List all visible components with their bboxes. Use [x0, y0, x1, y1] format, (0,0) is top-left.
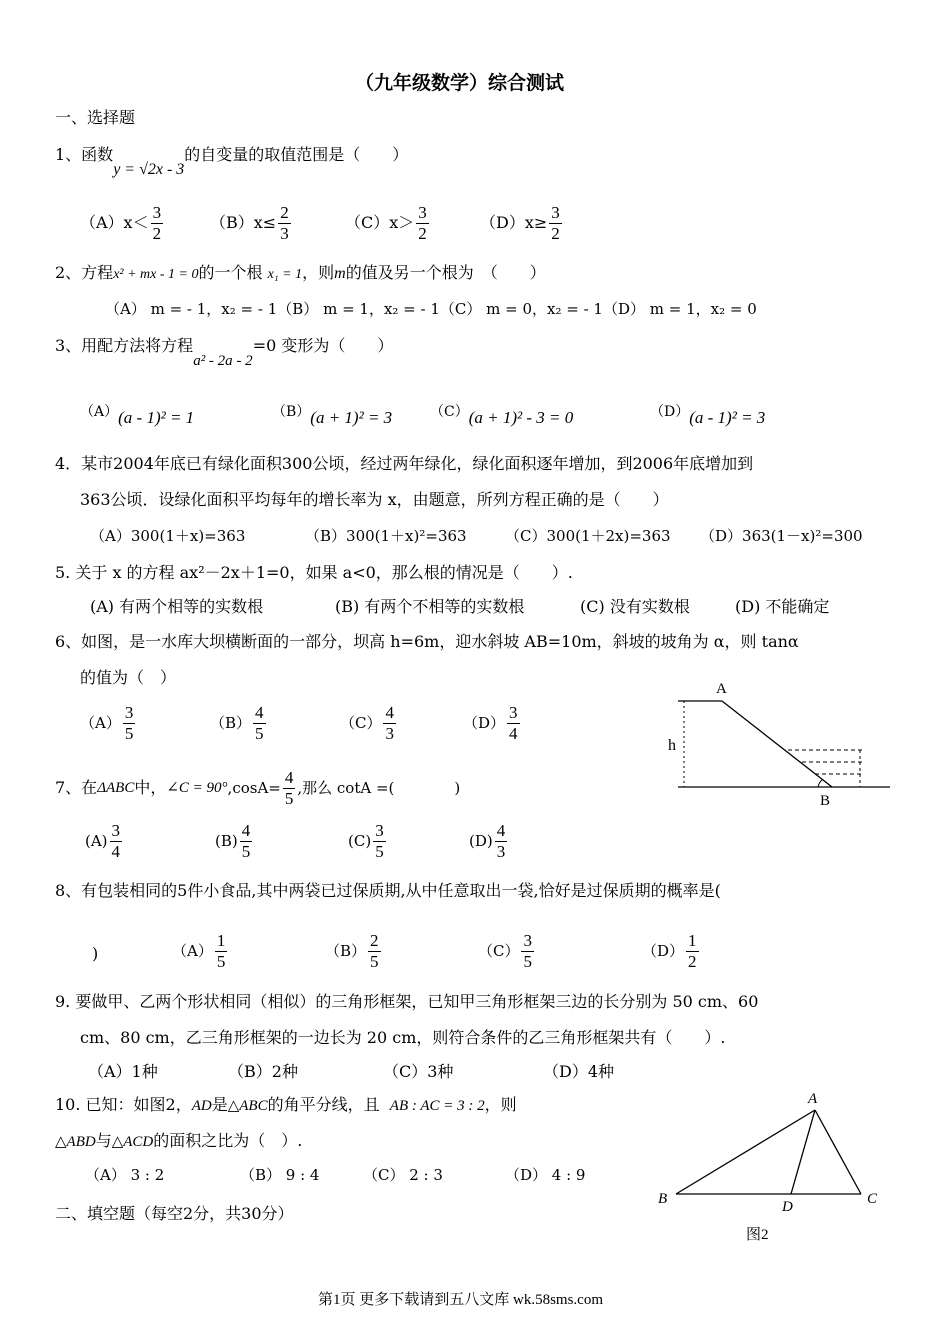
option-label: （C）x＞ [345, 213, 415, 233]
question-2 [55, 265, 546, 282]
q10-option-b[interactable]: （B） 9 : 4 [240, 1166, 320, 1184]
q10-mid: 是 [211, 1095, 228, 1114]
numerator: 3 [152, 203, 162, 222]
q2-prefix: 2、方程 [55, 263, 114, 282]
q7-option-c[interactable] [348, 822, 388, 861]
option-label: （B） [272, 404, 311, 420]
figure-caption: 图2 [746, 1227, 769, 1243]
denominator: 3 [496, 841, 506, 861]
fraction [368, 932, 381, 971]
option-label: （C） [430, 404, 469, 420]
section-heading-choice: 一、选择题 [55, 108, 136, 127]
denominator: 5 [375, 841, 384, 861]
option-expr: (a + 1)² - 3 = 0 [468, 408, 574, 427]
option-label: （A） [80, 404, 119, 420]
option-label: （B） [325, 941, 367, 960]
q2-root: x₁ = 1 [267, 267, 303, 282]
q9-option-a[interactable]: （A）1种 [88, 1062, 158, 1081]
numerator: 3 [418, 203, 427, 222]
q7-suffix: ,那么 cotA =( ) [297, 778, 461, 797]
vertex-b-label: B [658, 1191, 668, 1207]
q8-close-paren: ) [92, 944, 99, 963]
option-label: （D） [642, 941, 685, 960]
numerator: 3 [509, 703, 518, 722]
page-footer: 第1页 更多下载请到五八文库 wk.58sms.com [318, 1292, 604, 1308]
option-label: （D） [463, 713, 506, 732]
fraction [495, 822, 508, 861]
q10-abc: △ABC [227, 1098, 268, 1114]
option-label: （C） [340, 713, 382, 732]
fraction [151, 204, 164, 243]
q10-tri-abd: △ABD [55, 1134, 96, 1150]
q4-option-a[interactable]: （A）300(1＋x)=363 [90, 527, 246, 545]
numerator: 3 [551, 203, 560, 222]
numerator: 3 [375, 821, 384, 840]
option-expr: (a + 1)² = 3 [310, 408, 393, 427]
numerator: 3 [124, 703, 134, 722]
option-label: （C） [478, 941, 520, 960]
q10-mid2: 的角平分线，且 [267, 1095, 380, 1114]
q2-option-d[interactable]: （D） m = 1，x₂ = 0 [602, 300, 757, 318]
q1-prefix: 1、函数 [55, 145, 114, 164]
q4-option-d[interactable]: （D）363(1－x)²=300 [700, 527, 863, 545]
q5-line1: 5. 关于 x 的方程 ax²－2x＋1=0，如果 a<0，那么根的情况是（ ）. [55, 563, 573, 582]
option-label: (B) [215, 831, 238, 850]
numerator: 4 [241, 821, 251, 840]
q2-mid: 的一个根 [198, 263, 263, 282]
q10-option-a[interactable]: （A） 3 : 2 [85, 1166, 165, 1184]
q5-option-a[interactable]: (A) 有两个相等的实数根 [90, 597, 264, 616]
denominator: 2 [418, 223, 427, 243]
option-label: （A）x＜ [80, 213, 149, 233]
q7-angle: ∠C = 90° [166, 779, 228, 796]
q10-and: 与 [95, 1131, 112, 1150]
q4-line1: 4．某市2004年底已有绿化面积300公顷，经过两年绿化，绿化面积逐年增加，到2006年底增加到 [55, 454, 754, 473]
fraction [278, 204, 291, 243]
q1-suffix: 的自变量的取值范围是（ ） [184, 145, 409, 164]
fraction [521, 932, 534, 971]
q7-option-d[interactable] [469, 822, 509, 861]
q10-ratio: AB : AC = 3 : 2 [389, 1098, 485, 1114]
numerator: 3 [111, 821, 121, 840]
q2-mid2: ，则 [302, 263, 335, 282]
q10-ad: AD [191, 1098, 212, 1114]
slope-angle-arc [818, 779, 823, 787]
option-label: （D） [650, 404, 690, 420]
numerator: 4 [255, 703, 264, 722]
numerator: 2 [370, 931, 379, 950]
option-label: (C) [348, 831, 372, 850]
q2-suffix: 的值及另一个根为 （ ） [345, 263, 546, 282]
question-7 [55, 766, 460, 810]
q6-option-c[interactable] [340, 704, 398, 743]
vertex-c-label: C [867, 1191, 878, 1207]
fraction [373, 822, 386, 861]
denominator: 5 [255, 723, 264, 743]
q10-line2 [55, 1133, 302, 1150]
q9-option-d[interactable]: （D）4种 [543, 1062, 615, 1081]
question-10 [55, 1097, 517, 1114]
numerator: 1 [216, 931, 226, 950]
question-3 [55, 336, 394, 369]
q10-prefix: 10. 已知：如图2， [55, 1095, 192, 1114]
denominator: 5 [370, 951, 379, 971]
numerator: 2 [280, 203, 289, 222]
height-label: h [668, 737, 676, 754]
q10-option-c[interactable]: （C） 2 : 3 [363, 1166, 443, 1184]
numerator: 4 [284, 767, 294, 787]
option-expr: (a - 1)² = 1 [118, 408, 195, 427]
q1-option-b[interactable] [210, 204, 293, 243]
q7-option-b[interactable] [215, 822, 254, 861]
vertex-a-label: A [808, 1091, 818, 1107]
q6-option-d[interactable] [463, 704, 522, 743]
q9-line2: cm、80 cm，乙三角形框架的一边长为 20 cm，则符合条件的乙三角形框架共有（ ）. [80, 1028, 726, 1047]
q4-option-b[interactable]: （B）300(1＋x)²=363 [305, 527, 467, 545]
option-label: （A） [172, 941, 213, 960]
option-label: (D) [469, 831, 493, 850]
q4-option-c[interactable]: （C）300(1＋2x)=363 [505, 527, 671, 545]
q7-triangle: ΔABC [97, 779, 135, 796]
numerator: 4 [385, 703, 394, 722]
q2-option-c[interactable]: （C） m = 0，x₂ = - 1 [439, 300, 603, 318]
q1-option-a[interactable] [80, 204, 165, 243]
q8-option-d[interactable] [642, 932, 701, 971]
q3-equation: a² - 2a - 2 [193, 353, 253, 369]
q8-option-a[interactable] [172, 932, 229, 971]
fraction [123, 704, 136, 743]
option-label: （B） [210, 713, 252, 732]
q10-suffix: ，则 [484, 1095, 517, 1114]
q8-option-c[interactable] [478, 932, 536, 971]
numerator: 1 [688, 931, 697, 950]
q10-option-d[interactable]: （D） 4 : 9 [505, 1166, 586, 1184]
q2-option-a[interactable]: （A） m = - 1，x₂ = - 1 [105, 300, 278, 318]
q8-line1: 8、有包装相同的5件小食品,其中两袋已过保质期,从中任意取出一袋,恰好是过保质期的概率是( [55, 881, 721, 900]
q2-var: m [334, 265, 346, 282]
q3-option-a[interactable] [80, 402, 195, 427]
fraction [240, 822, 253, 861]
q2-option-b[interactable]: （B） m = 1，x₂ = - 1 [277, 300, 440, 318]
q6-line1: 6、如图，是一水库大坝横断面的一部分，坝高 h=6m，迎水斜坡 AB=10m，斜坡的坡角为 α，则 tanα [55, 632, 799, 651]
point-a-label: A [716, 681, 727, 697]
option-label: (A) [85, 831, 108, 850]
denominator: 4 [111, 841, 121, 861]
q5-option-b[interactable]: (B) 有两个不相等的实数根 [335, 597, 525, 616]
q7-mid: 中， [134, 778, 167, 797]
option-expr: (a - 1)² = 3 [689, 408, 766, 427]
q7-cos: ,cosA= [227, 778, 281, 797]
fraction [253, 704, 266, 743]
q2-equation: x² + mx - 1 = 0 [113, 267, 199, 282]
q6-option-b[interactable] [210, 704, 268, 743]
side-ac [815, 1110, 861, 1194]
denominator: 3 [280, 223, 289, 243]
fraction [283, 769, 296, 808]
denominator: 2 [152, 223, 162, 243]
denominator: 4 [509, 723, 518, 743]
q3-option-d[interactable] [650, 402, 766, 427]
denominator: 5 [216, 951, 226, 971]
q10-suffix2: 的面积之比为（ ）. [153, 1131, 303, 1150]
point-b-label: B [820, 793, 831, 809]
numerator: 4 [496, 821, 506, 840]
q5-option-c[interactable]: (C) 没有实数根 [580, 597, 690, 616]
fraction [507, 704, 520, 743]
q3-prefix: 3、用配方法将方程 [55, 336, 194, 355]
fraction [686, 932, 699, 971]
denominator: 5 [241, 841, 251, 861]
fraction [215, 932, 228, 971]
q5-option-d[interactable]: (D) 不能确定 [735, 597, 830, 616]
q1-option-d[interactable] [480, 204, 564, 243]
denominator: 3 [385, 723, 394, 743]
point-d-label: D [782, 1199, 793, 1215]
fraction [416, 204, 429, 243]
fraction [110, 822, 123, 861]
q7-prefix: 7、在 [55, 778, 98, 797]
q3-option-c[interactable] [430, 402, 574, 427]
q2-options [105, 302, 757, 317]
q1-option-c[interactable] [345, 204, 431, 243]
option-label: （B）x≤ [210, 213, 277, 233]
triangle-figure-2 [648, 1085, 888, 1250]
denominator: 5 [284, 788, 294, 808]
q1-formula: y = √2x - 3 [113, 161, 185, 178]
q9-line1: 9. 要做甲、乙两个形状相同（相似）的三角形框架，已知甲三角形框架三边的长分别为 50 cm、60 [55, 992, 759, 1011]
dam-figure [640, 675, 900, 815]
denominator: 2 [688, 951, 697, 971]
q7-option-a[interactable] [85, 822, 124, 861]
option-label: （D）x≥ [480, 213, 548, 233]
q9-option-b[interactable]: （B）2种 [228, 1062, 298, 1081]
numerator: 3 [523, 931, 532, 950]
option-label: （A） [80, 713, 121, 732]
q3-suffix: =0 变形为（ ） [252, 336, 394, 355]
denominator: 2 [551, 223, 560, 243]
q6-line2: 的值为（ ） [80, 668, 177, 687]
q4-line2: 363公顷．设绿化面积平均每年的增长率为 x，由题意，所列方程正确的是（ ） [80, 490, 669, 509]
denominator: 5 [124, 723, 134, 743]
q8-option-b[interactable] [325, 932, 383, 971]
section-heading-fill: 二、填空题（每空2分，共30分） [55, 1204, 294, 1223]
q10-tri-acd: △ACD [111, 1134, 154, 1150]
q3-option-b[interactable] [272, 402, 393, 427]
question-1 [55, 145, 409, 178]
q6-option-a[interactable] [80, 704, 137, 743]
denominator: 5 [523, 951, 532, 971]
page-title: （九年级数学）综合测试 [355, 72, 565, 94]
fraction [549, 204, 562, 243]
fraction [383, 704, 396, 743]
q9-option-c[interactable]: （C）3种 [383, 1062, 454, 1081]
